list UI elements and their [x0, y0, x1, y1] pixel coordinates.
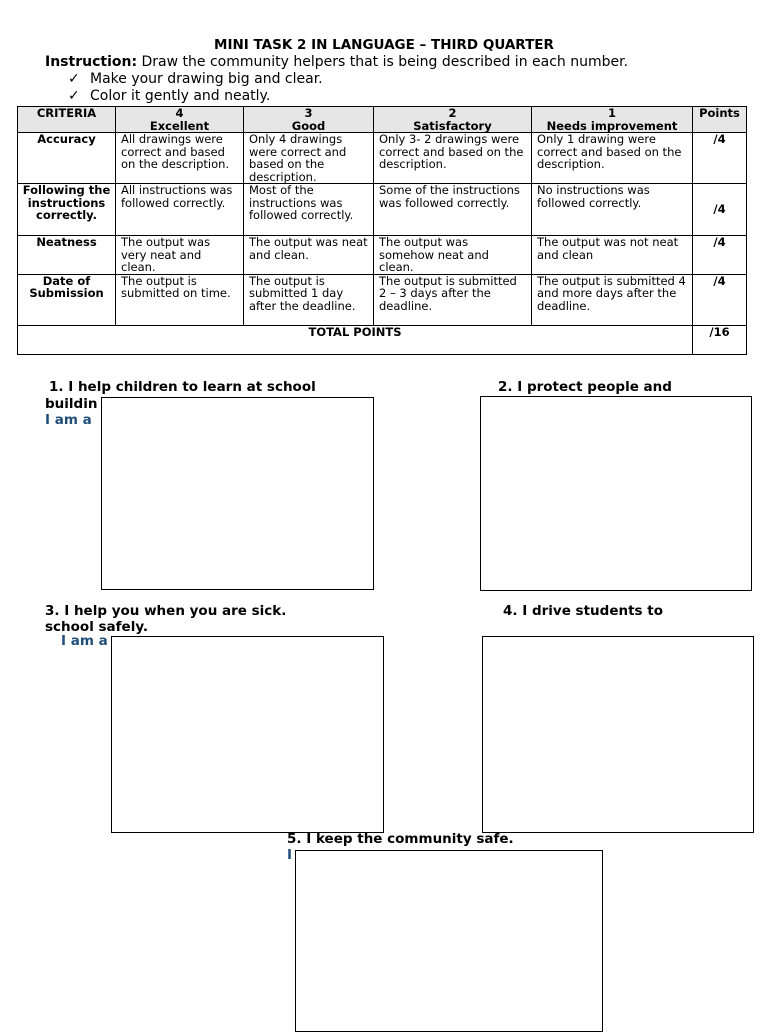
header-label: Needs improvement — [546, 118, 678, 133]
header-score: 2 — [448, 106, 457, 120]
question-1: 1. I help children to learn at school — [49, 379, 316, 395]
checkmark-icon: ✓ — [68, 88, 80, 104]
points-cell: /4 — [693, 184, 747, 236]
instruction-text: Draw the community helpers that is being described in each number. — [137, 54, 629, 70]
good-cell: Most of the instructions was followed correctly. — [244, 184, 374, 236]
needs-improvement-cell: Only 1 drawing were correct and based on the description. — [532, 133, 693, 184]
instruction-label: Instruction: — [45, 54, 138, 70]
question-2: 2. I protect people and — [498, 379, 672, 395]
good-cell: Only 4 drawings were correct and based on the description. — [244, 133, 374, 184]
good-cell: The output was neat and clean. — [244, 236, 374, 275]
needs-improvement-cell: The output was not neat and clean — [532, 236, 693, 275]
excellent-cell: The output is submitted on time. — [116, 274, 244, 325]
question-5: 5. I keep the community safe. — [287, 831, 514, 847]
header-satisfactory — [374, 107, 532, 133]
drawing-box-2[interactable] — [480, 396, 752, 591]
drawing-box-4[interactable] — [482, 636, 754, 833]
total-label: TOTAL POINTS — [18, 325, 693, 354]
question-1-continued: buildin — [45, 396, 98, 412]
criteria-cell: Neatness — [18, 236, 116, 275]
excellent-cell: The output was very neat and clean. — [116, 236, 244, 275]
header-score: 4 — [175, 106, 184, 120]
needs-improvement-cell: The output is submitted 4 and more days after the deadline. — [532, 274, 693, 325]
answer-prompt-5: I — [287, 847, 293, 863]
checkmark-icon: ✓ — [68, 71, 80, 87]
header-good — [244, 107, 374, 133]
points-cell: /4 — [693, 236, 747, 275]
checklist-item-text: Color it gently and neatly. — [90, 88, 271, 104]
total-points: /16 — [693, 325, 747, 354]
points-cell: /4 — [693, 133, 747, 184]
answer-prompt-3: I am a — [61, 633, 108, 649]
rubric-total-row — [18, 325, 747, 354]
page-title: MINI TASK 2 IN LANGUAGE – THIRD QUARTER — [214, 37, 554, 53]
header-score: 3 — [304, 106, 313, 120]
question-4-continued: school safely. — [45, 619, 149, 635]
drawing-box-1[interactable] — [101, 397, 374, 590]
satisfactory-cell: Some of the instructions was followed correctly. — [374, 184, 532, 236]
header-criteria: CRITERIA — [18, 107, 116, 133]
header-label: Satisfactory — [413, 118, 492, 133]
rubric-row-instructions — [18, 184, 747, 236]
satisfactory-cell: Only 3- 2 drawings were correct and based on the description. — [374, 133, 532, 184]
question-4: 4. I drive students to — [503, 603, 663, 619]
header-points: Points — [693, 107, 747, 133]
rubric-table — [17, 106, 747, 355]
points-cell: /4 — [693, 274, 747, 325]
instruction — [45, 54, 628, 70]
checklist-item-text: Make your drawing big and clear. — [90, 71, 323, 87]
satisfactory-cell: The output is submitted 2 – 3 days after the deadline. — [374, 274, 532, 325]
checklist-item — [68, 88, 270, 104]
criteria-cell: Date of Submission — [18, 274, 116, 325]
header-needs-improvement — [532, 107, 693, 133]
header-label: Excellent — [149, 118, 210, 133]
header-excellent — [116, 107, 244, 133]
good-cell: The output is submitted 1 day after the deadline. — [244, 274, 374, 325]
needs-improvement-cell: No instructions was followed correctly. — [532, 184, 693, 236]
drawing-box-5[interactable] — [295, 850, 603, 1032]
header-score: 1 — [607, 106, 616, 120]
checklist-item — [68, 71, 323, 87]
criteria-cell: Accuracy — [18, 133, 116, 184]
rubric-row-accuracy — [18, 133, 747, 184]
answer-prompt-1: I am a — [45, 412, 92, 428]
rubric-header-row — [18, 107, 747, 133]
header-label: Good — [291, 118, 326, 133]
rubric-row-submission — [18, 274, 747, 325]
rubric-row-neatness — [18, 236, 747, 275]
drawing-box-3[interactable] — [111, 636, 384, 833]
question-3: 3. I help you when you are sick. — [45, 603, 287, 619]
excellent-cell: All instructions was followed correctly. — [116, 184, 244, 236]
satisfactory-cell: The output was somehow neat and clean. — [374, 236, 532, 275]
criteria-cell: Following the instructions correctly. — [18, 184, 116, 236]
excellent-cell: All drawings were correct and based on the description. — [116, 133, 244, 184]
